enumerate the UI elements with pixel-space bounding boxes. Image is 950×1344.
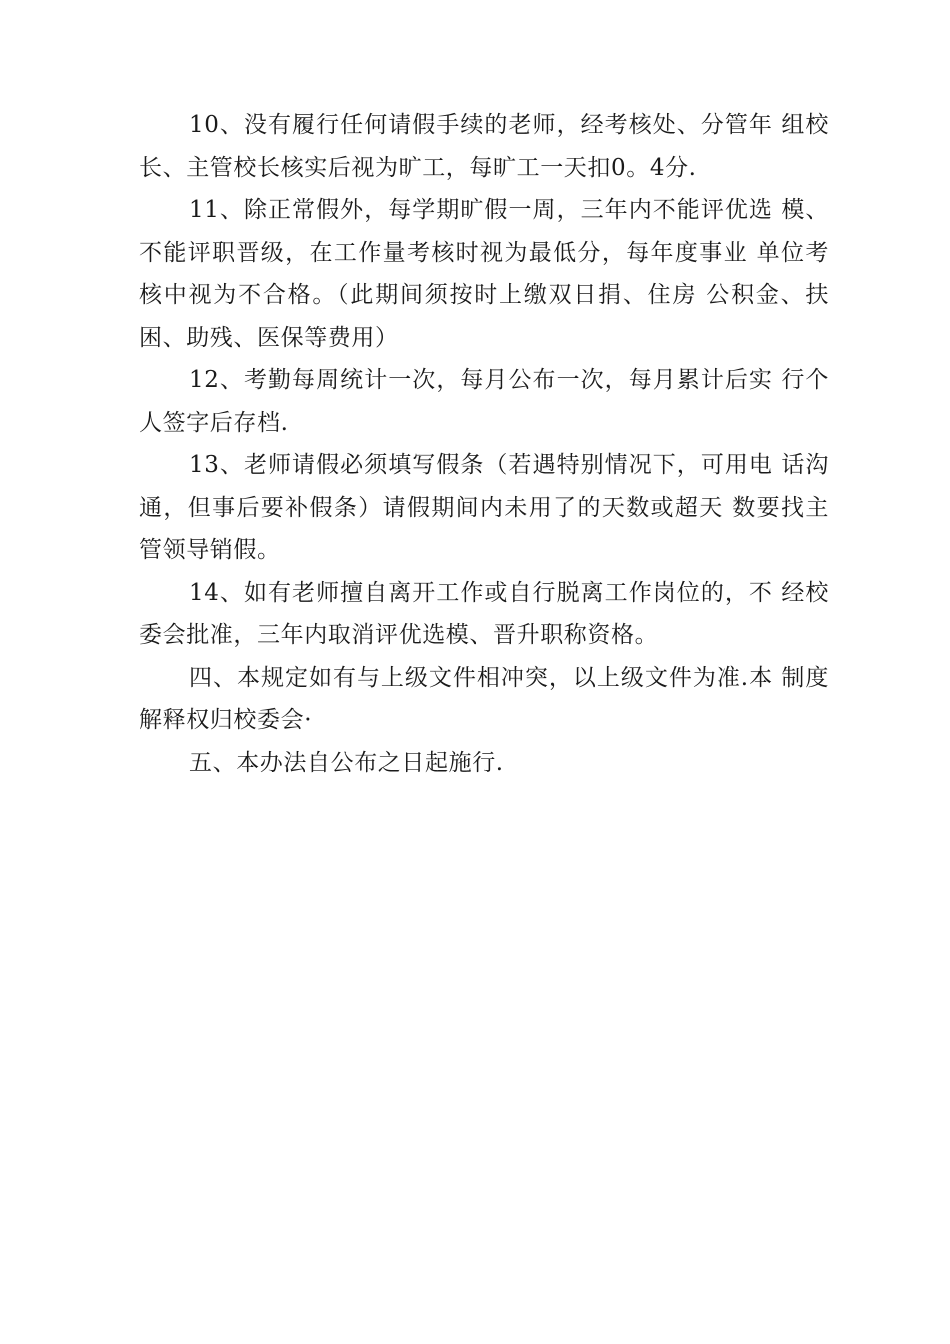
document-body: [139, 104, 829, 784]
paragraph-section-4: 四、本规定如有与上级文件相冲突，以上级文件为准.本 制度解释权归校委会·: [139, 664, 829, 733]
paragraph-rule-13: 13、老师请假必须填写假条（若遇特别情况下，可用电 话沟通，但事后要补假条）请假期间内未用了的天数或超天 数要找主管领导销假。: [139, 452, 829, 563]
paragraph-rule-14: 14、如有老师擅自离开工作或自行脱离工作岗位的，不 经校委会批准，三年内取消评优选模、晋升职称资格。: [139, 579, 829, 648]
paragraph-rule-10: 10、没有履行任何请假手续的老师，经考核处、分管年 组校长、主管校长核实后视为旷工，每旷工一天扣0。4分.: [139, 112, 829, 181]
paragraph-section-5: 五、本办法自公布之日起施行.: [189, 749, 504, 776]
paragraph-rule-12: 12、考勤每周统计一次，每月公布一次，每月累计后实 行个人签字后存档.: [139, 367, 829, 436]
paragraph-rule-11: 11、除正常假外，每学期旷假一周，三年内不能评优选 模、不能评职晋级，在工作量考核时视为最低分，每年度事业 单位考核中视为不合格。（此期间须按时上缴双日捐、住房 公积金、扶困、助残、医保等费用）: [139, 197, 829, 351]
